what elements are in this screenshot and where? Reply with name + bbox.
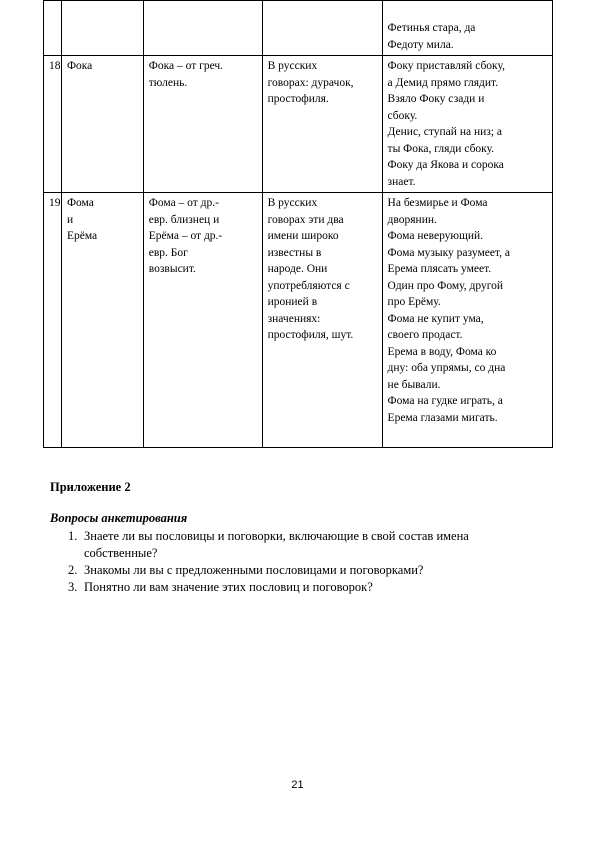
- proverbs-cell: [382, 1, 552, 56]
- question-number: 2.: [68, 563, 78, 577]
- etymology-line: евр. близнец и: [148, 213, 220, 226]
- table-row: [44, 56, 553, 193]
- proverbs-line: Фома музыку разумеет, а: [387, 246, 510, 259]
- name-cell: [61, 193, 143, 448]
- usage-line: простофиля, шут.: [267, 329, 354, 341]
- question-text: Знаете ли вы пословицы и поговорки, включающие в свой состав имена: [84, 529, 469, 543]
- question-number: 1.: [68, 529, 78, 543]
- proverbs-line: Фома на гудке играть, а: [387, 395, 503, 407]
- usage-cell: [262, 1, 382, 56]
- proverbs-line: Фетинья стара, да: [387, 22, 476, 34]
- etymology-line: возвысит.: [148, 263, 196, 275]
- etymology-line: Фока – от греч.: [148, 60, 224, 72]
- usage-line: иронией в: [267, 296, 318, 308]
- proverbs-cell: [382, 193, 552, 448]
- usage-cell: [262, 193, 382, 448]
- proverbs-line: ты Фока, гляди сбоку.: [387, 142, 495, 155]
- usage-line: значениях:: [267, 312, 321, 325]
- proverbs-line: Федоту мила.: [387, 38, 454, 51]
- name-cell: [61, 56, 143, 193]
- name-line: Фока: [66, 60, 93, 72]
- proverbs-line: Денис, ступай на низ; а: [387, 126, 502, 138]
- proverbs-line: знает.: [387, 175, 416, 188]
- etymology-cell: [143, 193, 262, 448]
- proverbs-line: а Демид прямо глядит.: [387, 76, 499, 89]
- name-line: Фома: [66, 197, 94, 209]
- proverbs-line: Взяло Фоку сзади и: [387, 93, 485, 105]
- proverbs-line: Фома не купит ума,: [387, 312, 484, 325]
- proverbs-line: сбоку.: [387, 109, 418, 122]
- question-item: [50, 562, 559, 579]
- question-text: Понятно ли вам значение этих пословиц и поговорок?: [84, 580, 373, 594]
- survey-title: Вопросы анкетирования: [50, 511, 188, 525]
- question-list: [50, 528, 559, 596]
- proverbs-line: Ерема в воду, Фома ко: [387, 345, 497, 358]
- etymology-cell: [143, 1, 262, 56]
- usage-line: В русских: [267, 60, 318, 72]
- usage-line: имени широко: [267, 230, 339, 242]
- etymology-line: тюлень.: [148, 76, 188, 89]
- usage-line: народе. Они: [267, 263, 328, 275]
- row-number-cell: 19: [44, 193, 62, 448]
- names-table: [43, 0, 553, 448]
- usage-cell: [262, 56, 382, 193]
- row-number-cell: 18: [44, 56, 62, 193]
- page-number: 21: [291, 779, 304, 791]
- etymology-line: евр. Бог: [148, 246, 188, 259]
- proverbs-line: Ерема глазами мигать.: [387, 411, 498, 424]
- question-item: [50, 528, 559, 562]
- table-row: [44, 193, 553, 448]
- proverbs-line: На безмирье и Фома: [387, 197, 488, 209]
- usage-line: употребляются с: [267, 279, 350, 292]
- proverbs-line: не бывали.: [387, 378, 441, 391]
- usage-line: говорах: дурачок,: [267, 76, 354, 89]
- proverbs-line: Ерема плясать умеет.: [387, 263, 492, 275]
- proverbs-line: про Ерёму.: [387, 296, 441, 308]
- proverbs-line: Фоку да Якова и сорока: [387, 159, 504, 171]
- proverbs-line: дну: оба упрямы, со дна: [387, 362, 506, 374]
- name-cell: [61, 1, 143, 56]
- proverbs-line: Фома неверующий.: [387, 230, 484, 242]
- name-line: и: [66, 213, 74, 226]
- row-number-cell: [44, 1, 62, 56]
- etymology-line: Ерёма – от др.-: [148, 230, 223, 242]
- etymology-line: Фома – от др.-: [148, 197, 219, 209]
- question-text: Знакомы ли вы с предложенными пословицами и поговорками?: [84, 563, 424, 577]
- usage-line: известны в: [267, 246, 322, 259]
- proverbs-line: своего продаст.: [387, 329, 463, 341]
- etymology-cell: [143, 56, 262, 193]
- question-item: [50, 579, 559, 596]
- usage-line: говорах эти два: [267, 213, 344, 226]
- proverbs-line: Один про Фому, другой: [387, 279, 504, 292]
- appendix-title: Приложение 2: [50, 480, 131, 494]
- usage-line: простофиля.: [267, 93, 329, 105]
- proverbs-line: Фоку приставляй сбоку,: [387, 60, 505, 72]
- proverbs-cell: [382, 56, 552, 193]
- question-number: 3.: [68, 580, 78, 594]
- proverbs-line: дворянин.: [387, 213, 437, 226]
- usage-line: В русских: [267, 197, 318, 209]
- question-text: собственные?: [84, 546, 158, 560]
- name-line: Ерёма: [66, 230, 98, 242]
- table-row: [44, 1, 553, 56]
